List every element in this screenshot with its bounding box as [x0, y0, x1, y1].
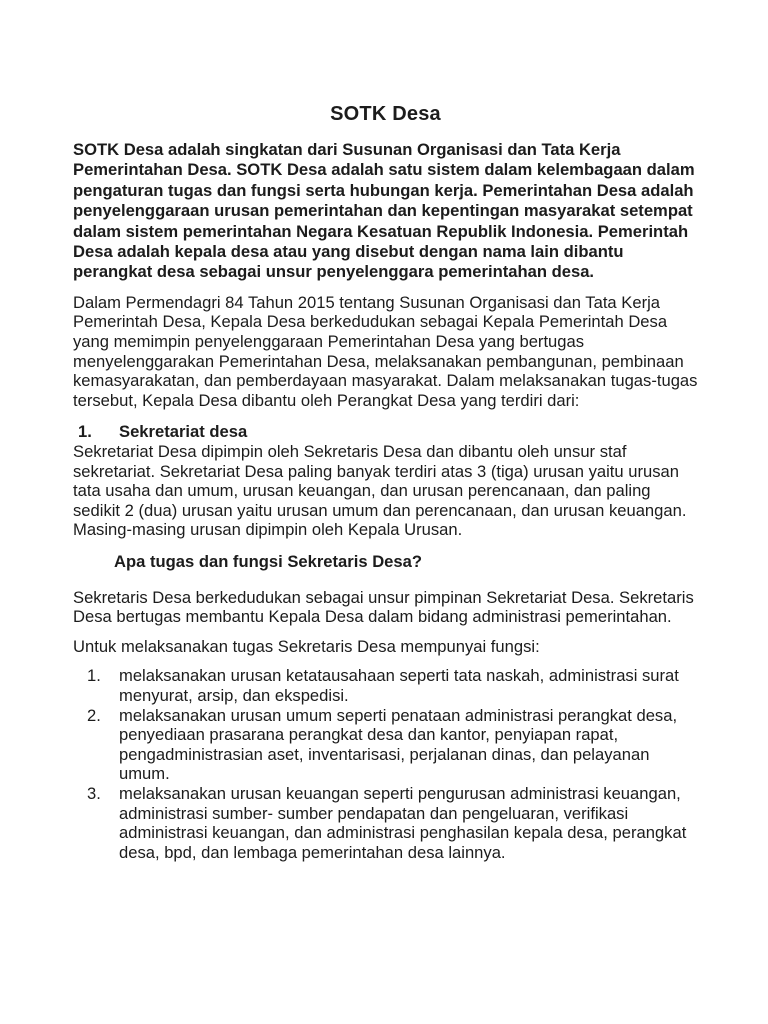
question-heading: Apa tugas dan fungsi Sekretaris Desa? — [114, 551, 422, 571]
functions-intro: Untuk melaksanakan tugas Sekretaris Desa mempunyai fungsi: — [73, 636, 540, 656]
list-item-number: 3. — [87, 783, 101, 803]
section-title: Sekretariat desa — [119, 422, 248, 442]
list-item-number: 2. — [87, 705, 101, 725]
list-item — [73, 706, 698, 784]
functions-list — [73, 666, 698, 862]
list-item — [73, 784, 698, 862]
page-title: SOTK Desa — [330, 103, 441, 125]
section-number: 1. — [78, 422, 92, 442]
list-item-number: 1. — [87, 666, 101, 686]
section-heading-sekretariat — [73, 422, 698, 442]
lead-paragraph: SOTK Desa adalah singkatan dari Susunan Organisasi dan Tata Kerja Pemerintahan Desa. SOTK Desa adalah satu sistem dalam kelembagaan dalam pengaturan tugas dan fungsi serta hubungan kerja. Pemerintahan Desa adalah penyelenggaraan urusan pemerintahan dan kepentingan masyarakat setempat dalam sistem pemerintahan Negara Kesatuan Republik Indonesia. Pemerintah Desa adalah kepala desa atau yang disebut dengan nama lain dibantu perangkat desa sebagai unsur penyelenggara pemerintahan desa. — [73, 140, 695, 282]
list-item — [73, 666, 698, 705]
list-item-text: melaksanakan urusan umum seperti penataan administrasi perangkat desa, penyediaan prasarana perangkat desa dan kantor, penyiapan rapat, pengadministrasian aset, inventarisasi, perjalanan dinas, dan pelayanan umum. — [119, 705, 678, 784]
list-item-text: melaksanakan urusan keuangan seperti pengurusan administrasi keuangan, administrasi sumber- sumber pendapatan dan pengeluaran, verifikasi administrasi keuangan, dan administrasi penghasilan kepala desa, perangkat desa, bpd, dan lembaga pemerintahan desa lainnya. — [119, 783, 687, 862]
section-body: Sekretariat Desa dipimpin oleh Sekretaris Desa dan dibantu oleh unsur staf sekretariat. Sekretariat Desa paling banyak terdiri atas 3 (tiga) urusan yaitu urusan tata usaha dan umum, urusan keuangan, dan urusan perencanaan, dan paling sedikit 2 (dua) urusan yaitu urusan umum dan perencanaan, dan urusan keuangan. Masing-masing urusan dipimpin oleh Kepala Urusan. — [73, 442, 687, 540]
list-item-text: melaksanakan urusan ketatausahaan seperti tata naskah, administrasi surat menyurat, arsip, dan ekspedisi. — [119, 666, 679, 705]
intro-paragraph: Dalam Permendagri 84 Tahun 2015 tentang Susunan Organisasi dan Tata Kerja Pemerintah Desa, Kepala Desa berkedudukan sebagai Kepala Pemerintah Desa yang memimpin penyelenggaraan Pemerintahan Desa yang bertugas menyelenggarakan Pemerintahan Desa, melaksanakan pembangunan, pembinaan kemasyarakatan, dan pemberdayaan masyarakat. Dalam melaksanakan tugas-tugas tersebut, Kepala Desa dibantu oleh Perangkat Desa yang terdiri dari: — [73, 292, 698, 410]
answer-paragraph: Sekretaris Desa berkedudukan sebagai unsur pimpinan Sekretariat Desa. Sekretaris Desa bertugas membantu Kepala Desa dalam bidang administrasi pemerintahan. — [73, 587, 694, 627]
